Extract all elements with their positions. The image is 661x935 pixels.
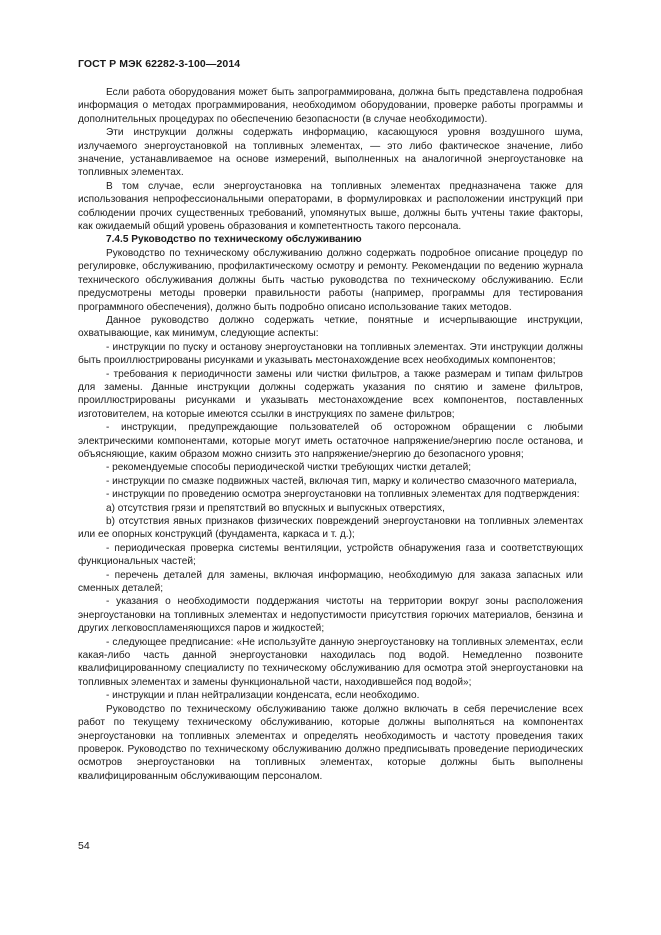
list-item: a) отсутствия грязи и препятствий во впускных и выпускных отверстиях, (106, 502, 445, 514)
list-item: - рекомендуемые способы периодической чистки требующих чистки деталей; (106, 462, 472, 474)
paragraph: В том случае, если энергоустановка на топливных элементах предназначена также для использования непрофессиональными операторами, в формулировках и расположении инструкций при соблюдении прочих существенных требований, упомянутых выше, должны быть учтены такие факторы, как ожидаемый общий уровень образования и компетентность такого персонала. (78, 180, 583, 233)
paragraph: Руководство по техническому обслуживанию должно содержать подробное описание процедур по регулировке, обслуживанию, профилактическому осмотру и ремонту. Рекомендации по ведению журнала технического обслуживания должны быть частью руководства по техническому обслуживанию. Если предусмотрены методы проверки правильности работы (например, программы для тестирования программного обеспечения), должно быть подробно описано использование таких методов. (78, 247, 583, 313)
paragraph: Данное руководство должно содержать четкие, понятные и исчерпывающие инструкции, охватывающие, как минимум, следующие аспекты: (78, 314, 583, 340)
paragraph: Если работа оборудования может быть запрограммирована, должна быть представлена подробная информация о методах программирования, необходимом оборудовании, проверке работы программы и дополнительных процедурах по обеспечению безопасности (в случае необходимости). (78, 87, 583, 125)
paragraph: Эти инструкции должны содержать информацию, касающуюся уровня воздушного шума, излучаемого энергоустановкой на топливных элементах, — это либо фактическое значение, либо значение, устанавливаемое на основе измерений, выполненных на аналогичной энергоустановке на топливных элементах. (78, 127, 583, 179)
list-item: - инструкции и план нейтрализации конденсата, если необходимо. (106, 690, 420, 702)
list-item: - инструкции по смазке подвижных частей, включая тип, марку и количество смазочного материала, (106, 475, 577, 487)
list-item: b) отсутствия явных признаков физических повреждений энергоустановки на топливных элементах или ее опорных конструкций (фундамента, каркаса и т. д.); (78, 516, 583, 541)
list-item: - следующее предписание: «Не используйте данную энергоустановку на топливных элементах, если какая-либо часть данной энергоустановки находилась под водой. Немедленно позвоните квалифицированному специалисту по техническому обслуживанию для осмотра этой энергоустановки на топливных элементах и замены функциональной части, находившейся под водой»; (78, 636, 583, 688)
list-item: - инструкции по пуску и останову энергоустановки на топливных элементах. Эти инструкции должны быть проиллюстрированы рисунками и указывать местонахождение всех необходимых компонентов; (78, 341, 583, 367)
list-item: - перечень деталей для замены, включая информацию, необходимую для заказа запасных или сменных деталей; (78, 569, 583, 595)
page-number: 54 (78, 840, 90, 852)
list-item: - указания о необходимости поддержания чистоты на территории вокруг зоны расположения энергоустановки на топливных элементах и недопустимости присутствия горючих материалов, бензина и других легковоспламеняющихся паров и жидкостей; (78, 596, 583, 635)
list-item: - требования к периодичности замены или чистки фильтров, а также размерам и типам фильтров для замены. Данные инструкции должны содержать указания по снятию и замене фильтров, проиллюстрированы рисунками и указывать местонахождение всех компонентов, поставленных изготовителем, на которые имеются ссылки в инструкциях по замене фильтров; (78, 368, 583, 420)
list-item: - инструкции, предупреждающие пользователей об осторожном обращении с любыми электрическими компонентами, которые могут иметь остаточное напряжение/энергию после останова, и объясняющие, каким образом можно снизить это напряжение/энергию до безопасного уровня; (78, 422, 583, 460)
list-item: - периодическая проверка системы вентиляции, устройств обнаружения газа и соответствующих функциональных частей; (78, 542, 583, 568)
document-body (78, 86, 583, 783)
section-heading: 7.4.5 Руководство по техническому обслуживанию (106, 234, 362, 246)
paragraph: Руководство по техническому обслуживанию также должно включать в себя перечисление всех работ по текущему техническому обслуживанию, которые должны выполняться на компонентах энергоустановки на топливных элементах и определять необходимость и частоту проведения таких проверок. Руководство по техническому обслуживанию должно предписывать проведение периодических осмотров энергоустановки на топливных элементах, которые должны быть выполнены квалифицированным обслуживающим персоналом. (78, 703, 583, 782)
document-header: ГОСТ Р МЭК 62282-3-100—2014 (78, 58, 241, 70)
list-item: - инструкции по проведению осмотра энергоустановки на топливных элементах для подтверждения: (106, 489, 580, 501)
